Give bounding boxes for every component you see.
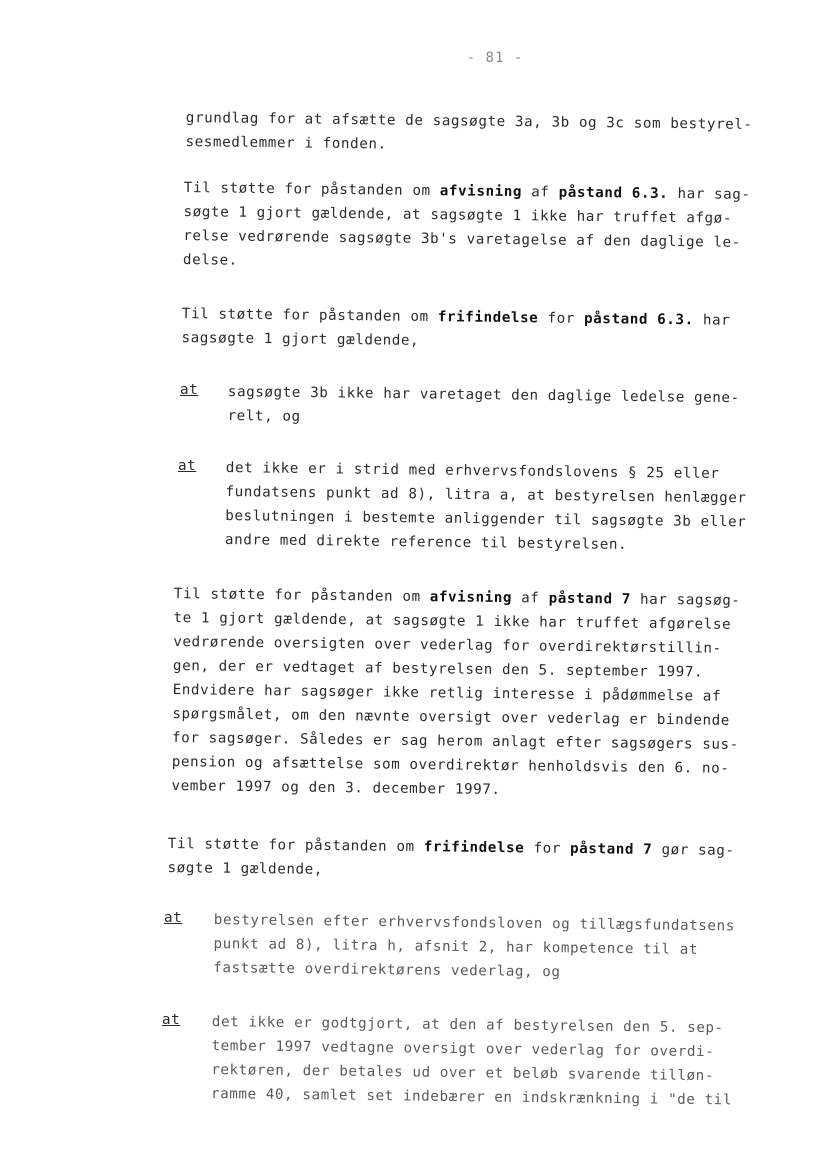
text-line: rektøren, der betales ud over et beløb svarende tilløn- [211,1061,715,1085]
at-marker: at [162,1012,181,1028]
text-line: vedrørende oversigten over vederlag for overdirektørstillin- [173,633,722,657]
at-marker: at [180,382,199,398]
text-line: Til støtte for påstanden om frifindelse for påstand 6.3. har [181,305,731,329]
text-line: fundatsens punkt ad 8), litra a, at bestyrelsen henlægger [225,483,747,507]
bold-term: frifindelse [437,309,539,327]
text-line: det ikke er godtgjort, at den af bestyrelsen den 5. sep- [211,1013,724,1037]
text-line: pension og afsættelse som overdirektør henholdsvis den 6. no- [171,753,730,777]
list-item-3 [213,908,735,986]
at-marker: at [164,910,183,926]
paragraph-2 [183,176,751,279]
paragraph-1 [185,106,752,161]
text-line: relse vedrørende sagsøgte 3b's varetagelse af den daglige le- [183,227,741,251]
text-line: spørgsmålet, om den nævnte oversigt over vederlag er bindende [172,705,731,729]
text-line: for sagsøger. Således er sag herom anlagt efter sagsøgers sus- [171,729,739,753]
page-number: - 81 - [466,50,524,66]
paragraph-4 [171,582,740,805]
text-line: punkt ad 8), litra h, afsnit 2, har kompetence til at [213,935,699,958]
text-line: relt, og [227,407,301,425]
text-line: søgte 1 gjort gældende, at sagsøgte 1 ikke har truffet afgø- [183,203,733,227]
text-line: Til støtte for påstanden om frifindelse for påstand 7 gør sag- [167,835,735,859]
text-line: Til støtte for påstanden om afvisning af påstand 7 har sagsøg- [173,585,741,609]
text-line: grundlag for at afsætte de sagsøgte 3a, 3b og 3c som bestyrel- [185,109,753,133]
text-line: ramme 40, samlet set indebærer en indskrænkning i "de til [210,1085,733,1109]
bold-term: påstand 7 [548,590,632,608]
bold-term: frifindelse [423,839,525,857]
text-line: tember 1997 vedtagne oversigt over vederlag for overdi- [211,1037,715,1061]
text-line: søgte 1 gældende, [167,859,324,878]
text-line: sesmedlemmer i fonden. [185,133,387,153]
list-item-4 [211,1010,733,1112]
text-line: gen, der er vedtaget af bestyrelsen den 5. september 1997. [172,657,704,681]
text-line: bestyrelsen efter erhvervsfondsloven og tillægsfundatsens [213,911,735,935]
text-line: Til støtte for påstanden om afvisning af påstand 6.3. har sag- [183,179,751,203]
paragraph-3 [181,302,730,357]
list-item-1 [227,380,739,434]
paragraph-5 [167,832,734,887]
bold-term: påstand 6.3. [583,310,694,329]
text-line: Endvidere har sagsøger ikke retlig interesse i pådømmelse af [172,681,722,705]
bold-term: afvisning [439,183,523,201]
text-line: andre med direkte reference til bestyrelsen. [224,531,628,553]
bold-term: afvisning [429,589,513,607]
list-item-2 [225,456,747,558]
bold-term: påstand 6.3. [558,184,669,202]
text-line: delse. [182,251,238,269]
bold-term: påstand 7 [569,840,653,858]
text-line: sagsøgte 3b ikke har varetaget den daglige ledelse gene- [227,383,740,407]
text-line: det ikke er i strid med erhvervsfondslovens § 25 eller [225,459,720,483]
text-line: vember 1997 og den 3. december 1997. [171,777,501,799]
at-marker: at [178,458,197,474]
text-line: sagsøgte 1 gjort gældende, [181,329,420,349]
text-line: beslutningen i bestemte anliggender til sagsøgte 3b eller [225,507,747,531]
text-line: fastsætte overdirektørens vederlag, og [213,959,561,981]
text-line: te 1 gjort gældende, at sagsøgte 1 ikke har truffet afgørelse [173,609,732,633]
